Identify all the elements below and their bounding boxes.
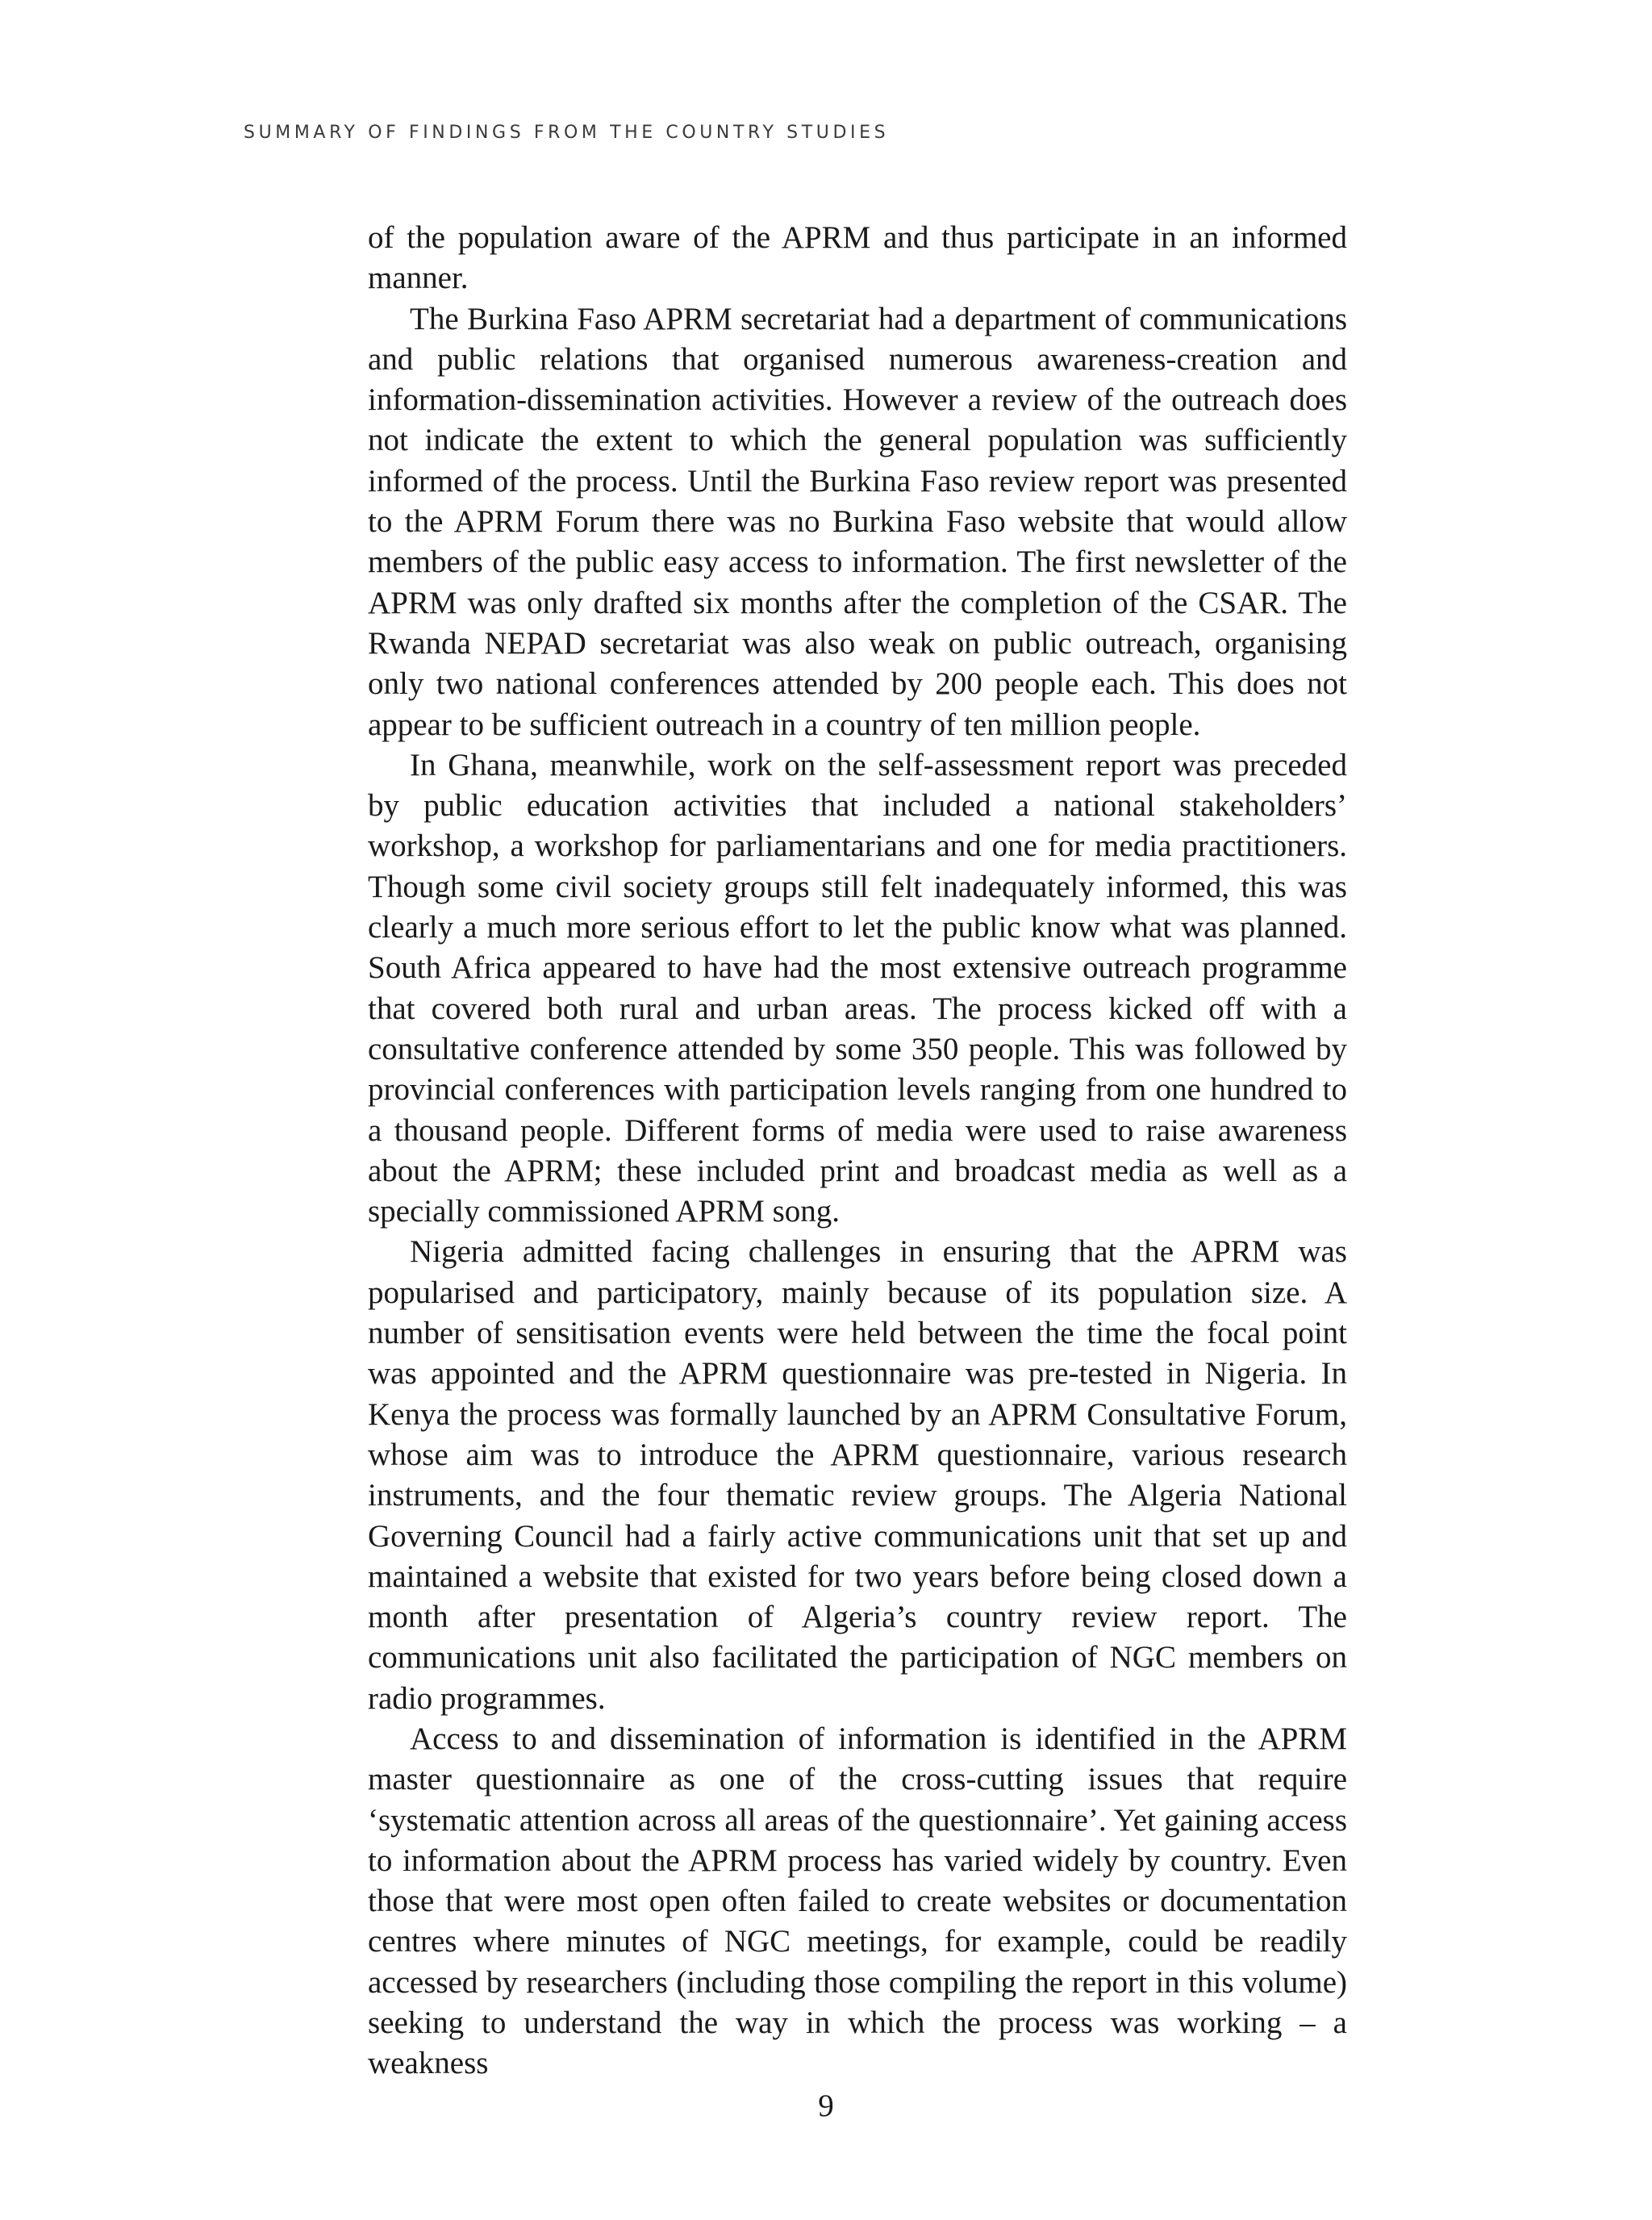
paragraph-access-to-information: Access to and dissemination of information is identified in the APRM master questionnaire as one of the cross-cutting issues that require ‘systematic attention across all areas of the questionnaire’. Yet gaining access to information about the APRM process has varied widely by country. Even those that were most open often failed to create websites or documentation centres where minutes of NGC meetings, for example, could be readily accessed by researchers (including those compiling the report in this volume) seeking to understand the way in which the process was working – a weakness — [368, 1721, 1347, 2081]
paragraph-ghana-south-africa: In Ghana, meanwhile, work on the self-assessment report was preceded by public education activities that included a national stakeholders’ workshop, a workshop for parliamentarians and one for media practitioners. Though some civil society groups still felt inadequately informed, this was clearly a much more serious effort to let the public know what was planned. South Africa appeared to have had the most extensive outreach programme that covered both rural and urban areas. The process kicked off with a consultative conference attended by some 350 people. This was followed by provincial conferences with participation levels ranging from one hundred to a thousand people. Different forms of media were used to raise awareness about the APRM; these included print and broadcast media as well as a specially commissioned APRM song. — [368, 747, 1347, 1229]
paragraph-burkina-faso-rwanda: The Burkina Faso APRM secretariat had a department of communications and public relations that organised numerous awareness-creation and information-dissemination activities. However a review of the outreach does not indicate the extent to which the general population was sufficiently informed of the process. Until the Burkina Faso review report was presented to the APRM Forum there was no Burkina Faso website that would allow members of the public easy access to information. The first newsletter of the APRM was only drafted six months after the completion of the CSAR. The Rwanda NEPAD secretariat was also weak on public outreach, organising only two national conferences attended by 200 people each. This does not appear to be sufficient outreach in a country of ten million people. — [368, 301, 1347, 742]
body-text — [368, 218, 1347, 2084]
paragraph-continued: of the population aware of the APRM and thus participate in an informed manner. — [368, 220, 1347, 296]
page-number: 9 — [818, 2089, 834, 2123]
paragraph-nigeria-kenya-algeria: Nigeria admitted facing challenges in ensuring that the APRM was popularised and participatory, mainly because of its population size. A number of sensitisation events were held between the time the focal point was appointed and the APRM questionnaire was pre-tested in Nigeria. In Kenya the process was formally launched by an APRM Consultative Forum, whose aim was to introduce the APRM questionnaire, various research instruments, and the four thematic review groups. The Algeria National Governing Council had a fairly active communications unit that set up and maintained a website that existed for two years before being closed down a month after presentation of Algeria’s country review report. The communications unit also facilitated the participation of NGC members on radio programmes. — [368, 1234, 1347, 1716]
running-header: SUMMARY OF FINDINGS FROM THE COUNTRY STUDIES — [244, 123, 890, 143]
